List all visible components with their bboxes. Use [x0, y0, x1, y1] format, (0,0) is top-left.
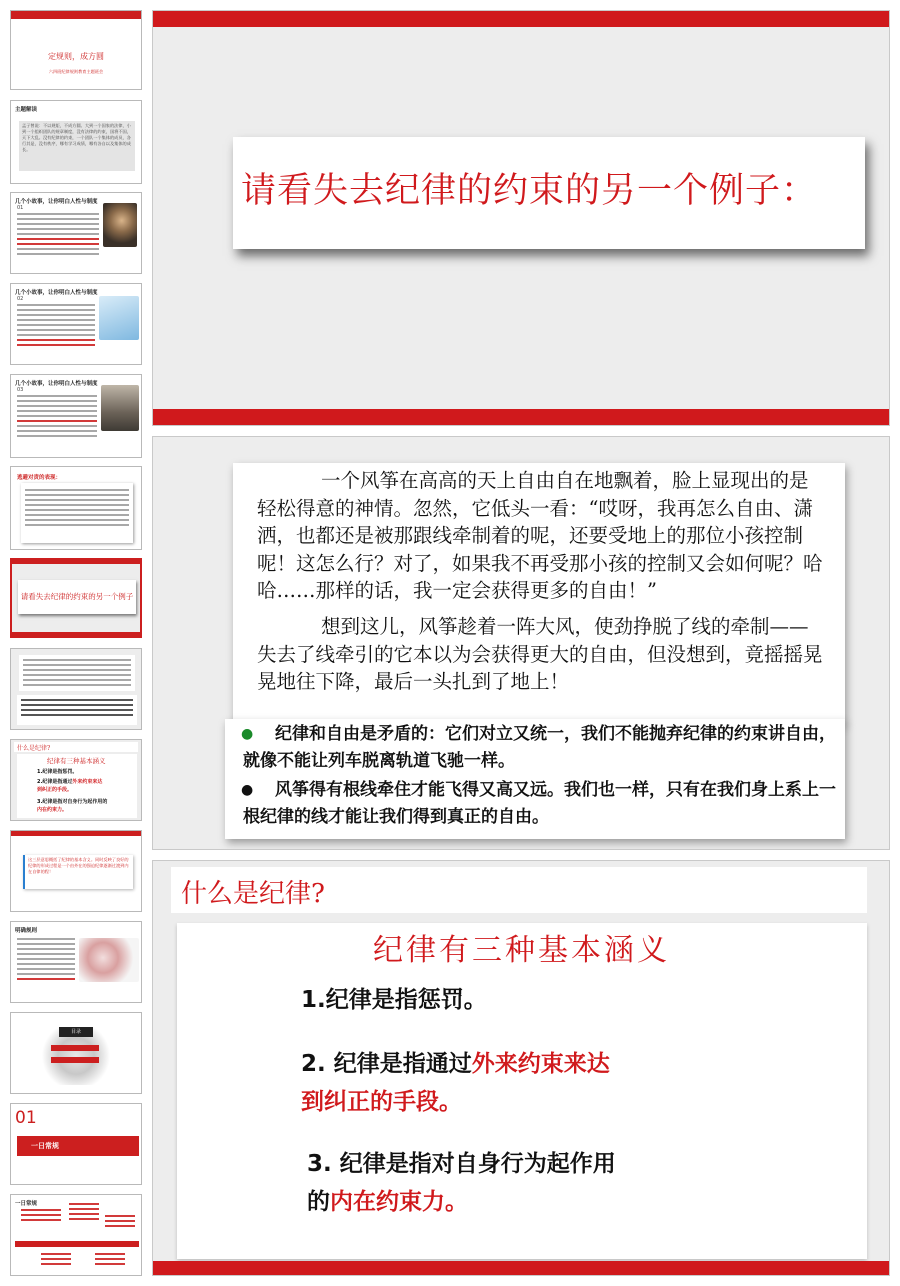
thumb-number: 03: [17, 387, 24, 393]
thumb-title: 几个小故事，让你明白人性与制度: [15, 381, 98, 387]
question-card: [171, 867, 867, 913]
slide-thumbnail-11[interactable]: [10, 921, 142, 1003]
slide-thumbnail-3[interactable]: [10, 192, 142, 274]
title-card: [233, 137, 865, 249]
definition-item-1: 1.纪律是指惩罚。: [301, 987, 487, 1013]
thumb-title: 请看失去纪律的约束的另一个例子: [20, 592, 134, 601]
bullet-1: ● 纪律和自由是矛盾的：它们对立又统一，我们不能抛弃纪律的约束讲自由，就像不能让列车脱离轨道飞驰一样。: [243, 721, 843, 775]
slide-thumbnail-1[interactable]: [10, 10, 142, 90]
thumb-body: 这三层意思概括了纪律的基本含义。同时反映了良好的纪律的形成过程是一个由外在的强迫纪律逐渐过渡到内在自律的程！: [28, 857, 129, 874]
slide-thumbnail-13[interactable]: [10, 1103, 142, 1185]
thumb-timeline: [15, 1241, 139, 1247]
thumb-title: 逃避对责的表现：: [17, 475, 62, 481]
thumb-title: 定规则，成方圆: [48, 52, 104, 61]
thumb-number: 01: [17, 205, 24, 211]
thumb-text-lines: [17, 304, 95, 349]
thumb-number: 02: [17, 296, 24, 302]
story-paragraph-2: 想到这儿，风筝趁着一阵大风，使劲挣脱了线的牵制——失去了线牵引的它本以为会获得更大的自由，但没想到，竟摇摇晃晃地往下降，最后一头扎到了地上！: [257, 615, 823, 693]
thumb-heading: 纪律有三种基本涵义: [47, 757, 106, 765]
thumb-text-lines: [17, 213, 99, 258]
thumb-subtitle: 六四班纪律规则教育主题班会: [48, 69, 104, 74]
thumb-text-lines: [23, 659, 131, 689]
thumb-title: 几个小故事，让你明白人性与制度: [15, 290, 98, 296]
thumb-title: 明确规则: [15, 928, 38, 934]
slide-thumbnail-9[interactable]: 什么是纪律? 纪律有三种基本涵义 1.纪律是指惩罚。 2.纪律是指通过外来约束来达到纠正的手段。 3.纪律是指对自身行为起作用的内在约束力。: [10, 739, 142, 821]
slide-thumbnail-4[interactable]: [10, 283, 142, 365]
definition-heading: 纪律有三种基本涵义: [373, 933, 670, 968]
thumb-title: 主题解读: [15, 107, 38, 113]
thumb-body: 孟子曾说：不以规矩，不成方圆。大到一个国家的法律，小到一个组织团队的规章制度，没有法律的约束，国将不国，天下大乱。没有纪律的约束，一个团队一个集体的成员，各行其是，没有秩序，哪有学习成绩，哪有各自以及集体的成长。: [22, 123, 131, 152]
bullet-dot-icon: ●: [241, 726, 254, 742]
slide-thumbnail-8[interactable]: [10, 648, 142, 730]
thumb-title: 一日常规: [31, 1142, 59, 1150]
slide-thumbnail-14[interactable]: [10, 1194, 142, 1276]
slide-thumbnail-7[interactable]: [10, 558, 142, 638]
story-paragraph-1: 一个风筝在高高的天上自由自在地飘着，脸上显现出的是轻松得意的神情。忽然，它低头一看：“哎呀，我再怎么自由、潇洒，也都还是被那跟线牵制着的呢，还要受地上的那位小孩控制呢！这怎么行？对了，如果我不再受那小孩的控制又会如何呢？哈哈……那样的话，我一定会获得更多的自由！”: [257, 469, 823, 602]
thumb-text-lines: [25, 489, 129, 529]
slide-thumbnail-6[interactable]: [10, 466, 142, 550]
question-title: 什么是纪律?: [181, 879, 325, 909]
thumb-label: 目录: [59, 1027, 93, 1037]
bullet-dot-icon: ●: [241, 782, 254, 798]
slide-kite-story[interactable]: [152, 436, 890, 850]
bullet-card: [225, 719, 845, 839]
slide-title-example[interactable]: [152, 10, 890, 426]
bottom-red-band: [153, 409, 889, 425]
thumb-title: 几个小故事，让你明白人性与制度: [15, 199, 98, 205]
thumb-image: [101, 385, 139, 431]
definition-card: [177, 923, 867, 1259]
thumb-text-lines: [21, 699, 133, 719]
bullet-2: ● 风筝得有根线牵住才能飞得又高又远。我们也一样，只有在我们身上系上一根纪律的线才能让我们得到真正的自由。: [243, 777, 843, 831]
thumb-header: 什么是纪律?: [17, 745, 51, 752]
slide-thumbnail-10[interactable]: [10, 830, 142, 912]
thumb-image: [103, 203, 137, 247]
definition-item-2: 2. 纪律是指通过外来约束来达 到纠正的手段。: [301, 1051, 610, 1115]
slide-thumbnail-5[interactable]: [10, 374, 142, 458]
slide-thumbnail-2[interactable]: [10, 100, 142, 184]
thumb-image: [99, 296, 139, 340]
top-red-band: [153, 11, 889, 27]
thumb-red-band: [11, 11, 141, 19]
thumb-image: [79, 938, 139, 982]
slide-title: 请看失去纪律的约束的另一个例子：: [241, 171, 818, 211]
thumb-text-lines: [17, 395, 97, 440]
slide-thumbnail-12[interactable]: [10, 1012, 142, 1094]
thumb-number: 01: [15, 1108, 37, 1128]
definition-item-3: 3. 纪律是指对自身行为起作用 的内在约束力。: [307, 1151, 616, 1215]
bottom-red-band: [153, 1261, 889, 1275]
thumb-title: 一日常规: [15, 1201, 38, 1207]
story-card: [233, 463, 845, 723]
thumb-text-lines: [17, 938, 75, 983]
slide-what-is-discipline[interactable]: [152, 860, 890, 1276]
